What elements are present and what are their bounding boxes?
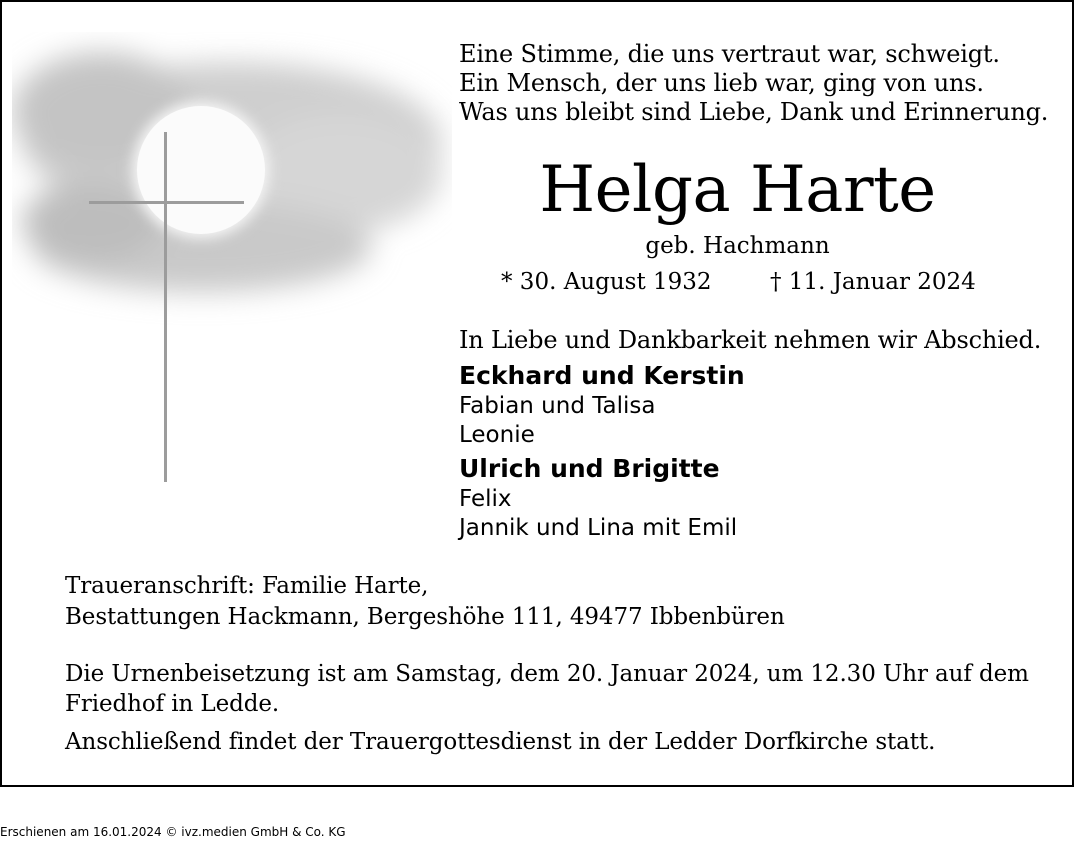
verse-line: Ein Mensch, der uns lieb war, ging von uns. [459,69,984,97]
family-member: Leonie [459,422,535,448]
family-member: Fabian und Talisa [459,393,656,419]
publication-footer: Erschienen am 16.01.2024 © ivz.medien GmbH & Co. KG [0,825,346,839]
deceased-name: Helga Harte [539,153,936,227]
verse [459,40,1048,127]
address-line: Traueranschrift: Familie Harte, [65,573,429,599]
family-list [459,360,745,543]
family-member: Felix [459,486,512,512]
mourning-address [65,571,785,633]
birth-name: geb. Hachmann [645,233,830,259]
cross-icon [12,32,452,492]
family-member: Jannik und Lina mit Emil [459,515,738,541]
ceremony-info [65,659,1035,757]
verse-line: Eine Stimme, die uns vertraut war, schweigt. [459,40,1000,68]
farewell-text: In Liebe und Dankbarkeit nehmen wir Abschied. [459,326,1042,354]
family-head: Ulrich und Brigitte [459,454,720,483]
cross-sun-artwork [12,32,452,492]
verse-line: Was uns bleibt sind Liebe, Dank und Erinnerung. [459,98,1049,126]
family-head: Eckhard und Kerstin [459,361,745,390]
address-line: Bestattungen Hackmann, Bergeshöhe 111, 49477 Ibbenbüren [65,604,785,630]
birth-date: * 30. August 1932 [501,269,712,295]
family-group [459,453,745,543]
ceremony-paragraph: Anschließend findet der Trauergottesdienst in der Ledder Dorfkirche statt. [65,729,936,755]
ceremony-paragraph: Die Urnenbeisetzung ist am Samstag, dem 20. Januar 2024, um 12.30 Uhr auf dem Friedhof in Ledde. [65,661,1029,717]
family-group [459,360,745,450]
death-date: † 11. Januar 2024 [770,269,976,295]
